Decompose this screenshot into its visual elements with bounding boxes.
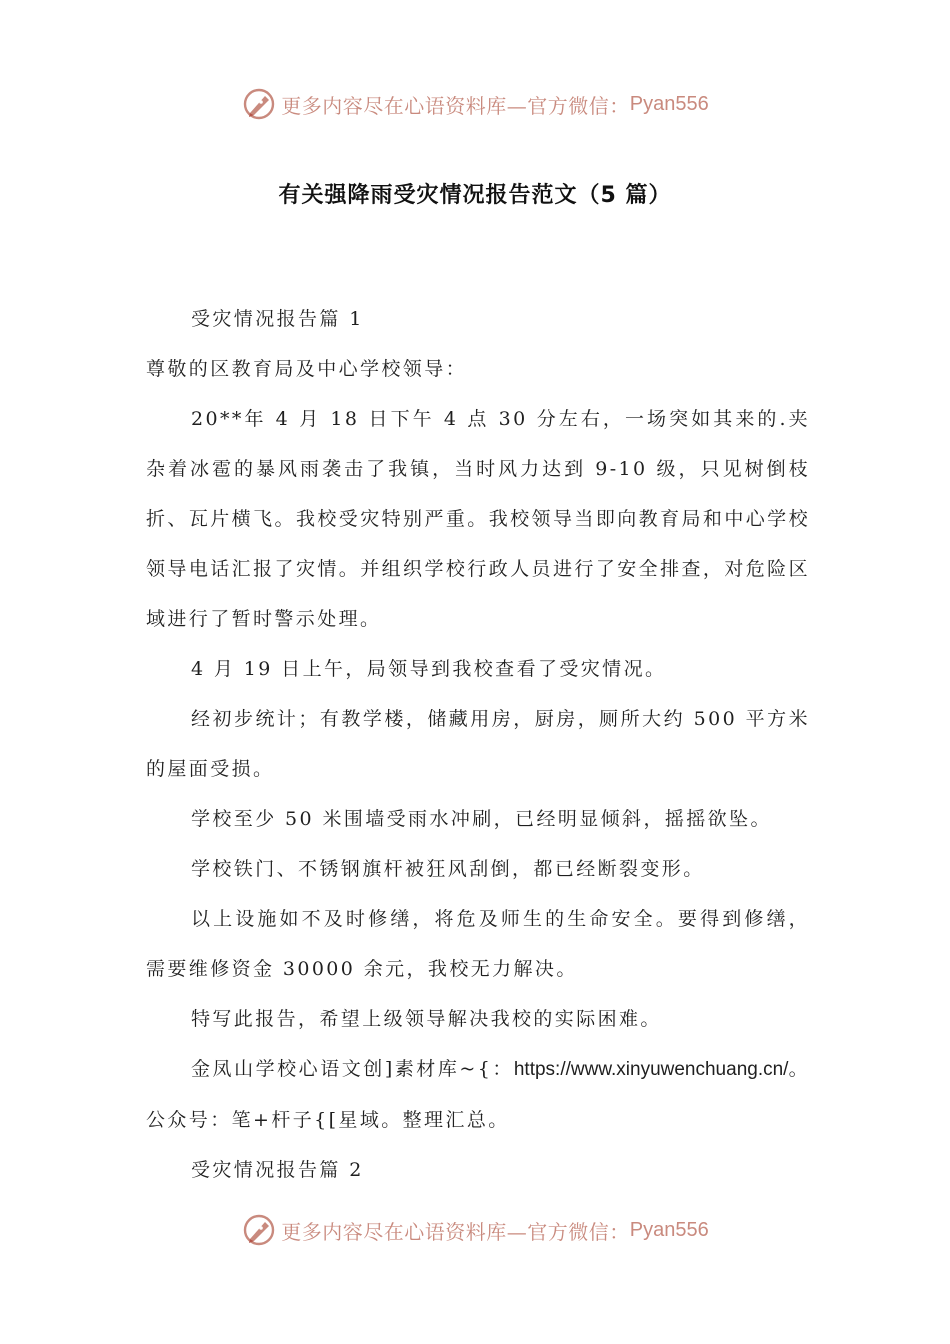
- paragraph: 特写此报告，希望上级领导解决我校的实际困难。: [191, 1008, 662, 1030]
- footer-banner: [0, 1208, 950, 1252]
- pen-nib-logo-icon: [241, 1212, 277, 1248]
- pen-nib-logo-icon: [241, 86, 277, 122]
- source-url-link[interactable]: https://www.xinyuwenchuang.cn/: [513, 1059, 789, 1080]
- section-heading: 受灾情况报告篇 1: [191, 308, 364, 330]
- header-banner-text: 更多内容尽在心语资料库—官方微信：: [281, 93, 630, 118]
- footer-banner-text: 更多内容尽在心语资料库—官方微信：: [281, 1219, 630, 1244]
- paragraph: 经初步统计；有教学楼，储藏用房，厨房，厕所大约 500 平方米的屋面受损。: [146, 708, 810, 780]
- paragraph: 以上设施如不及时修缮，将危及师生的生命安全。要得到修缮，需要维修资金 30000 余元，我校无力解决。: [146, 908, 810, 980]
- paragraph: 20**年 4 月 18 日下午 4 点 30 分左右，一场突如其来的.夹杂着冰雹的暴风雨袭击了我镇，当时风力达到 9-10 级，只见树倒枝折、瓦片横飞。我校受灾特别严重。我校领导当即向教育局和中心学校领导电话汇报了灾情。并组织学校行政人员进行了安全排查，对危险区域进行了暂时警示处理。: [146, 408, 810, 630]
- paragraph: 4 月 19 日上午，局领导到我校查看了受灾情况。: [191, 658, 667, 680]
- header-wechat-id: Pyan556: [629, 92, 709, 115]
- document-body: [146, 294, 810, 1195]
- section-heading: 受灾情况报告篇 2: [191, 1159, 364, 1181]
- source-line: [146, 1044, 810, 1145]
- footer-wechat-id: Pyan556: [629, 1218, 709, 1241]
- source-prefix: 金凤山学校心语文创]素材库~{：: [191, 1058, 514, 1080]
- document-title: 有关强降雨受灾情况报告范文（5 篇）: [278, 183, 672, 208]
- source-suffix: 。公众号：笔+杆子{[星域。整理汇总。: [146, 1058, 810, 1131]
- paragraph: 学校至少 50 米围墙受雨水冲刷，已经明显倾斜，摇摇欲坠。: [191, 808, 772, 830]
- header-banner: [0, 82, 950, 126]
- salutation: 尊敬的区教育局及中心学校领导：: [146, 358, 468, 380]
- paragraph: 学校铁门、不锈钢旗杆被狂风刮倒，都已经断裂变形。: [191, 858, 705, 880]
